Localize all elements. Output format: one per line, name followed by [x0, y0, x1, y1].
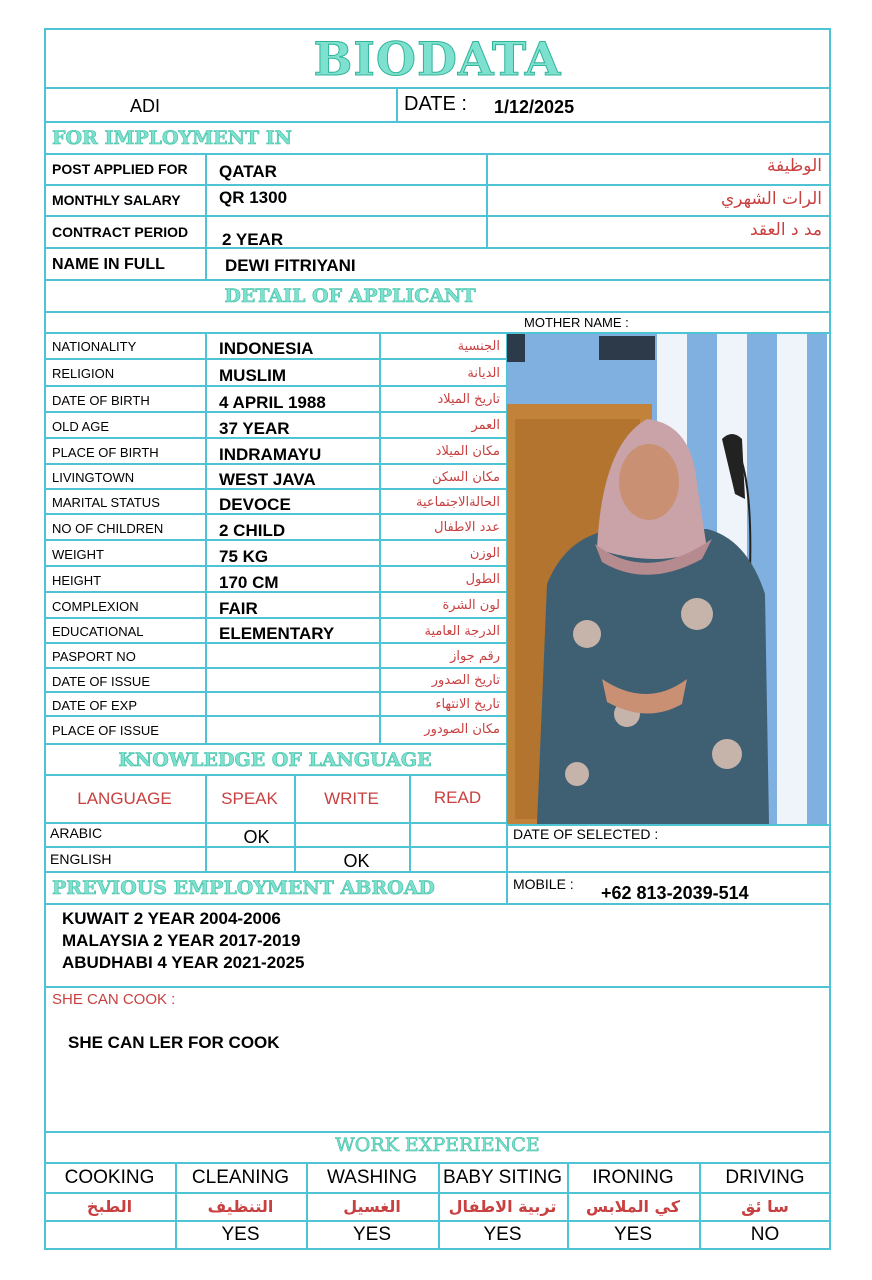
applicant-value: 4 APRIL 1988: [219, 392, 326, 412]
applicant-value: 75 KG: [219, 546, 269, 566]
cook-label: SHE CAN COOK :: [52, 991, 176, 1008]
applicant-label: EDUCATIONAL: [52, 624, 144, 639]
applicant-row: [44, 693, 506, 717]
previous-item: ABUDHABI 4 YEAR 2021-2025: [62, 953, 305, 972]
applicant-arabic: تاريخ الانتهاء: [435, 697, 500, 712]
applicant-value: 2 CHILD: [219, 520, 286, 540]
applicant-arabic: الجنسية: [457, 338, 500, 354]
work-arabic-cell: سا ئق: [741, 1196, 789, 1216]
work-value-cell: YES: [352, 1224, 392, 1245]
applicant-arabic: مكان الصودور: [424, 722, 500, 737]
applicant-row: [44, 465, 506, 490]
applicant-value: MUSLIM: [219, 366, 287, 385]
applicant-label: WEIGHT: [52, 546, 104, 562]
work-name-cell: BABY SITING: [443, 1166, 562, 1188]
mobile-value: +62 813-2039-514: [601, 883, 749, 903]
section-previous-title: PREVIOUS EMPLOYMENT ABROAD: [52, 877, 435, 899]
employment-arabic: الرات الشهري: [720, 189, 822, 209]
section-language-title: KNOWLEDGE OF LANGUAGE: [118, 749, 432, 771]
applicant-label: LIVINGTOWN: [52, 470, 135, 485]
applicant-value: INDRAMAYU: [219, 444, 322, 464]
applicant-arabic: العمر: [471, 418, 500, 433]
applicant-arabic: الدرجة العامية: [424, 623, 500, 639]
work-arabic-cell: تربية الاطفال: [448, 1196, 557, 1216]
applicant-arabic: تاريخ الصدور: [431, 673, 500, 688]
employment-label: NAME IN FULL: [52, 256, 165, 273]
applicant-arabic: عدد الاطفال: [434, 520, 500, 535]
applicant-row: [44, 593, 506, 619]
applicant-row: [44, 644, 506, 669]
mobile-label: MOBILE :: [513, 876, 574, 892]
applicant-label: DATE OF BIRTH: [52, 392, 150, 408]
previous-item: MALAYSIA 2 YEAR 2017-2019: [62, 931, 301, 950]
applicant-row: [44, 490, 506, 515]
applicant-label: RELIGION: [52, 366, 115, 381]
date-value: 1/12/2025: [494, 97, 575, 117]
applicant-row: [44, 439, 506, 465]
applicant-row: [44, 619, 506, 644]
applicant-label: DATE OF EXP: [52, 697, 137, 713]
applicant-row: [44, 333, 506, 360]
applicant-arabic: مكان السكن: [431, 469, 500, 485]
applicant-arabic: مكان الميلاد: [435, 444, 500, 459]
applicant-row: [44, 360, 506, 387]
work-value-cell: YES: [613, 1224, 653, 1245]
work-name-cell: WASHING: [326, 1166, 418, 1188]
applicant-label: PLACE OF BIRTH: [52, 444, 159, 460]
applicant-row: [44, 387, 506, 413]
language-header: WRITE: [324, 789, 379, 808]
work-arabic-cell: الغسيل: [343, 1196, 401, 1216]
work-value-cell: YES: [483, 1224, 522, 1245]
employment-value: QATAR: [219, 162, 277, 181]
applicant-value: 37 YEAR: [219, 418, 290, 438]
work-arabic-cell: كي الملابس: [585, 1196, 681, 1216]
previous-item: KUWAIT 2 YEAR 2004-2006: [62, 909, 281, 928]
employment-label: CONTRACT PERIOD: [52, 224, 189, 240]
work-arabic-cell: الطبخ: [86, 1196, 133, 1216]
work-value-cell: [44, 1220, 175, 1250]
section-employment-title: FOR IMPLOYMENT IN: [52, 127, 293, 149]
work-value-cell: YES: [221, 1224, 260, 1245]
applicant-label: PASPORT NO: [52, 649, 136, 664]
applicant-arabic: لون الشرة: [442, 598, 500, 613]
applicant-arabic: الطول: [465, 572, 500, 587]
date-label: DATE :: [404, 93, 467, 115]
work-name-cell: CLEANING: [191, 1166, 290, 1188]
page-title: BIODATA: [313, 32, 562, 86]
employment-value: DEWI FITRIYANI: [225, 256, 356, 275]
employment-value: 2 YEAR: [222, 230, 284, 249]
work-name-cell: COOKING: [64, 1166, 155, 1188]
applicant-value: ELEMENTARY: [219, 624, 335, 643]
language-header: LANGUAGE: [77, 789, 172, 808]
applicant-row: [44, 717, 506, 743]
applicant-row: [44, 669, 506, 693]
applicant-arabic: رقم جواز: [450, 648, 500, 664]
applicant-row: [44, 567, 506, 593]
applicant-value: WEST JAVA: [219, 470, 316, 489]
applicant-value: INDONESIA: [219, 339, 314, 358]
applicant-arabic: تاريخ الميلاد: [437, 392, 500, 407]
cook-text: SHE CAN LER FOR COOK: [68, 1033, 280, 1052]
applicant-table: [44, 333, 506, 743]
work-name-cell: DRIVING: [725, 1166, 805, 1188]
applicant-photo: [507, 334, 827, 824]
employment-arabic: الوظيفة: [766, 156, 822, 176]
mother-name-label: MOTHER NAME :: [524, 315, 629, 330]
agent-name: ADI: [130, 96, 161, 116]
applicant-row: [44, 541, 506, 567]
applicant-arabic: الديانة: [467, 365, 500, 381]
applicant-label: HEIGHT: [52, 572, 102, 588]
language-name: ENGLISH: [50, 851, 112, 867]
language-header: READ: [433, 788, 482, 807]
applicant-arabic: الحالةالاجتماعية: [416, 494, 500, 510]
employment-label: MONTHLY SALARY: [52, 192, 181, 208]
applicant-label: DATE OF ISSUE: [52, 673, 150, 689]
language-write: OK: [343, 851, 370, 871]
applicant-value: DEVOCE: [219, 495, 291, 514]
applicant-label: COMPLEXION: [52, 598, 139, 614]
applicant-label: OLD AGE: [52, 418, 110, 434]
applicant-label: NATIONALITY: [52, 339, 137, 354]
language-speak: OK: [243, 827, 270, 847]
employment-arabic: مد د العقد: [749, 220, 822, 240]
section-work-title: WORK EXPERIENCE: [335, 1134, 540, 1156]
applicant-value: 170 CM: [219, 572, 279, 592]
applicant-label: NO OF CHILDREN: [52, 520, 164, 536]
work-value-cell: NO: [750, 1224, 780, 1245]
applicant-row: [44, 515, 506, 541]
applicant-value: FAIR: [219, 598, 258, 618]
section-applicant-title: DETAIL OF APPLICANT: [224, 285, 476, 307]
work-arabic-cell: التنظيف: [207, 1196, 274, 1216]
language-name: ARABIC: [50, 825, 103, 841]
date-selected-label: DATE OF SELECTED :: [513, 826, 659, 842]
applicant-row: [44, 413, 506, 439]
work-name-cell: IRONING: [592, 1166, 674, 1188]
employment-value: QR 1300: [219, 188, 288, 207]
applicant-label: MARITAL STATUS: [52, 495, 160, 510]
language-header: SPEAK: [221, 789, 278, 808]
employment-label: POST APPLIED FOR: [52, 161, 188, 177]
work-experience-table: [44, 1163, 831, 1250]
applicant-arabic: الوزن: [469, 546, 500, 561]
applicant-label: PLACE OF ISSUE: [52, 722, 159, 738]
